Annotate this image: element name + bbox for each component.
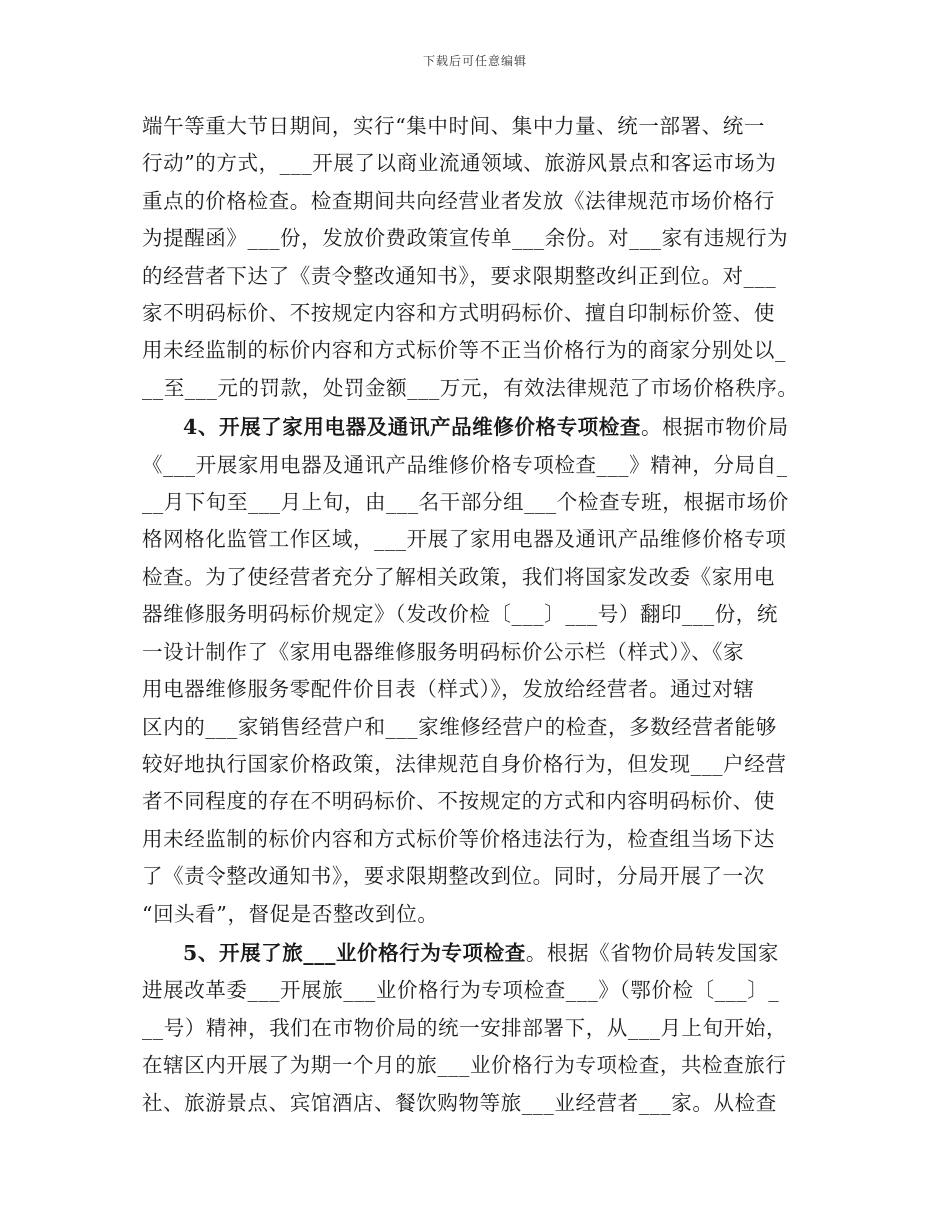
paragraph-holiday-inspection: [142, 108, 814, 407]
text-line: 的经营者下达了《责令整改通知书》，要求限期整改纠正到位。对___: [142, 263, 777, 288]
section-heading: 5、开展了旅___业价格行为专项检查: [183, 940, 526, 965]
text-line: 重点的价格检查。检查期间共向经营业者发放《法律规范市场价格行: [142, 188, 775, 213]
paragraph-tourism-price-inspection: [142, 935, 814, 1122]
text-line: __号）精神，我们在市物价局的统一安排部署下，从___月上旬开始，: [142, 1015, 788, 1040]
text-line: 端午等重大节日期间，实行“集中时间、集中力量、统一部署、统一: [142, 114, 765, 138]
text-line: 。根据《省物价局转发国家: [525, 940, 780, 965]
text-line: 区内的___家销售经营户和___家维修经营户的检查，多数经营者能够: [142, 714, 777, 739]
text-line: 了《责令整改通知书》，要求限期整改到位。同时，分局开展了一次: [142, 864, 765, 889]
text-line: 为提醒函》___份，发放价费政策宣传单___余份。对___家有违规行为: [142, 226, 789, 251]
text-line: “回头看”，督促是否整改到位。: [142, 901, 439, 926]
text-line: 用未经监制的标价内容和方式标价等价格违法行为，检查组当场下达: [142, 826, 775, 851]
text-line: 家不明码标价、不按规定内容和方式明码标价、擅自印制标价签、使: [142, 301, 775, 326]
page-header: 下载后可任意编辑: [422, 54, 527, 68]
text-line: __至___元的罚款，处罚金额___万元，有效法律规范了市场价格秩序。: [142, 375, 799, 400]
text-line: 用未经监制的标价内容和方式标价等不正当价格行为的商家分别处以_: [142, 338, 786, 363]
text-line: 格网格化监管工作区域，___开展了家用电器及通讯产品维修价格专项: [142, 527, 787, 552]
text-line: 《___开展家用电器及通讯产品维修价格专项检查___》精神，分局自_: [142, 452, 788, 477]
section-heading: 4、开展了家用电器及通讯产品维修价格专项检查: [183, 415, 641, 440]
text-line: 一设计制作了《家用电器维修服务明码标价公示栏（样式）》、《家: [142, 639, 745, 664]
document-body: [142, 108, 814, 1122]
text-line: 社、旅游景点、宾馆酒店、餐饮购物等旅___业经营者___家。从检查: [142, 1090, 777, 1115]
text-line: 较好地执行国家价格政策，法律规范自身价格行为，但发现___户经营: [142, 751, 787, 776]
text-line: 进展改革委___开展旅___业价格行为专项检查___》（鄂价检〔___〕_: [142, 978, 780, 1003]
text-line: 者不同程度的存在不明码标价、不按规定的方式和内容明码标价、使: [142, 789, 775, 814]
text-line: 器维修服务明码标价规定》（发改价检〔___〕___号）翻印___份，统: [142, 602, 778, 627]
text-line: 用电器维修服务零配件价目表（样式）》，发放给经营者。通过对辖: [142, 677, 755, 702]
paragraph-appliance-repair-inspection: [142, 409, 814, 933]
text-line: __月下旬至___月上旬，由___名干部分组___个检查专班，根据市场价: [142, 490, 789, 515]
text-line: 行动”的方式，___开展了以商业流通领域、旅游风景点和客运市场为: [142, 151, 777, 176]
text-line: 检查。为了使经营者充分了解相关政策，我们将国家发改委《家用电: [142, 564, 775, 589]
text-line: 。根据市物价局: [640, 415, 789, 440]
text-line: 在辖区内开展了为期一个月的旅___业价格行为专项检查，共检查旅行: [142, 1053, 787, 1078]
